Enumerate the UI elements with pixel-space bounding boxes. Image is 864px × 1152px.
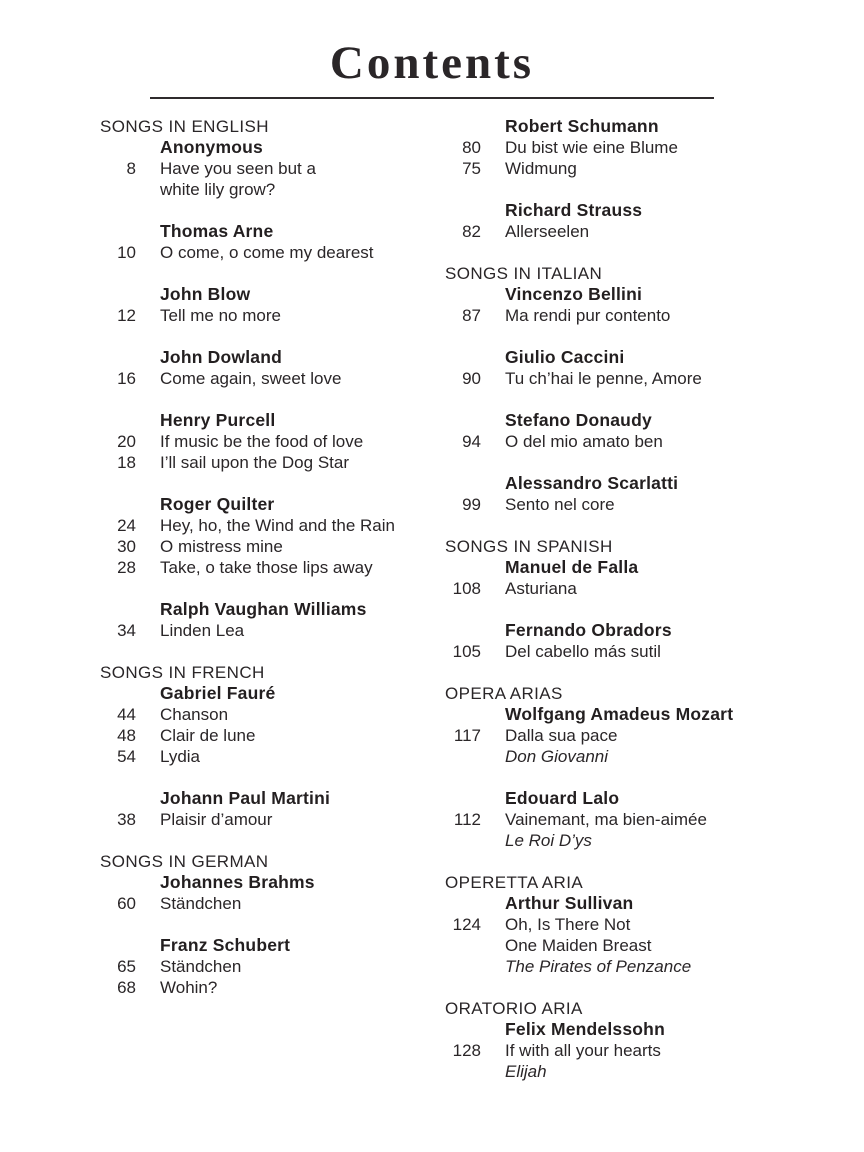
section-heading: SONGS IN FRENCH [100,662,265,682]
page-number: 28 [117,557,136,577]
song-title: white lily grow? [160,179,276,199]
toc-entry [100,977,445,998]
song-title-lines [160,956,241,977]
song-title: Ma rendi pur contento [505,305,671,325]
song-title-lines [160,893,241,914]
toc-entry [100,746,445,767]
composer-group [100,683,445,767]
page-title: Contents [329,37,535,89]
page-number: 24 [117,515,136,535]
song-title: O mistress mine [160,536,283,556]
song-title-lines [505,641,661,662]
song-title: Vainemant, ma bien-aimée [505,809,707,829]
song-title: Chanson [160,704,229,724]
song-title: Linden Lea [160,620,245,640]
page-number: 128 [452,1040,481,1060]
page-number: 94 [462,431,481,451]
song-title-lines [505,809,707,851]
page-number: 60 [117,893,136,913]
composer-group [445,620,790,662]
song-source-work: Don Giovanni [505,746,609,766]
song-title: Sento nel core [505,494,615,514]
toc-entry [100,515,445,536]
composer-name: Giulio Caccini [505,346,625,367]
page-number: 12 [117,305,136,325]
toc-columns [0,116,864,1082]
song-title-lines [160,746,200,767]
song-title-lines [505,305,670,326]
song-title: Asturiana [505,578,577,598]
toc-entry [100,809,445,830]
song-source-work: Le Roi D’ys [505,830,592,850]
song-title-lines [505,914,691,977]
song-title-lines [160,557,373,578]
composer-group [100,599,445,641]
song-title: Ständchen [160,956,242,976]
composer-group [445,116,790,179]
page-number: 20 [117,431,136,451]
song-source-work: Elijah [505,1061,547,1081]
toc-entry [100,620,445,641]
composer-name: Roger Quilter [160,493,275,514]
toc-entry [445,725,790,767]
page-number: 44 [117,704,136,724]
composer-group [445,1019,790,1082]
composer-name: Thomas Arne [160,220,274,241]
section-heading: SONGS IN SPANISH [445,536,613,556]
composer-name: Vincenzo Bellini [505,283,643,304]
song-title-lines [160,158,316,200]
page-number: 18 [117,452,136,472]
song-title-lines [160,536,283,557]
composer-name: Robert Schumann [505,115,659,136]
composer-group [100,284,445,326]
song-title: Tu ch’hai le penne, Amore [505,368,702,388]
composer-group [445,893,790,977]
toc-entry [445,578,790,599]
composer-group [100,935,445,998]
composer-name: Richard Strauss [505,199,643,220]
toc-entry [100,158,445,200]
composer-name: Johann Paul Martini [160,787,331,808]
toc-entry [100,893,445,914]
toc-entry [445,431,790,452]
song-title-lines [160,242,374,263]
composer-name: Ralph Vaughan Williams [160,598,367,619]
song-title: Ständchen [160,893,242,913]
page-number: 10 [117,242,136,262]
toc-entry [100,305,445,326]
song-title: Allerseelen [505,221,590,241]
song-title: Wohin? [160,977,218,997]
toc-entry [445,137,790,158]
song-title: If music be the food of love [160,431,364,451]
toc-column-left [100,116,445,1082]
page-number: 124 [452,914,481,934]
composer-group [445,704,790,767]
composer-group [100,872,445,914]
composer-name: John Dowland [160,346,282,367]
composer-group [100,347,445,389]
composer-group [100,494,445,578]
section-heading: ORATORIO ARIA [445,998,583,1018]
composer-name: Stefano Donaudy [505,409,652,430]
composer-group [445,200,790,242]
section-heading: SONGS IN GERMAN [100,851,269,871]
song-title: Plaisir d’amour [160,809,273,829]
composer-group [100,137,445,200]
song-title: Del cabello más sutil [505,641,661,661]
song-title-lines [160,725,255,746]
page-number: 54 [117,746,136,766]
toc-entry [100,725,445,746]
song-title-lines [505,221,589,242]
toc-entry [445,494,790,515]
song-title-lines [160,977,217,998]
composer-name: Edouard Lalo [505,787,620,808]
section-heading: SONGS IN ITALIAN [445,263,603,283]
song-title: Lydia [160,746,201,766]
composer-name: Alessandro Scarlatti [505,472,679,493]
song-title: Clair de lune [160,725,256,745]
page-number: 38 [117,809,136,829]
page-number: 87 [462,305,481,325]
page-number: 34 [117,620,136,640]
composer-group [445,410,790,452]
song-title: Oh, Is There Not [505,914,631,934]
song-title-lines [160,620,244,641]
page-number: 105 [452,641,481,661]
page-number: 16 [117,368,136,388]
composer-group [445,473,790,515]
page-number: 75 [462,158,481,178]
song-title-lines [160,431,363,452]
page-number: 112 [453,809,481,829]
toc-entry [100,956,445,977]
page-number: 82 [462,221,481,241]
composer-name: Johannes Brahms [160,871,315,892]
song-title-lines [160,809,272,830]
page-number: 8 [126,158,136,178]
song-title-lines [505,431,663,452]
toc-entry [100,242,445,263]
toc-entry [445,305,790,326]
page-number: 99 [462,494,481,514]
toc-entry [445,1040,790,1082]
composer-name: Fernando Obradors [505,619,672,640]
toc-entry [100,368,445,389]
page-header [0,0,864,99]
toc-entry [445,641,790,662]
toc-entry [100,452,445,473]
page-number: 68 [117,977,136,997]
page-number: 30 [117,536,136,556]
composer-name: Henry Purcell [160,409,276,430]
song-title: Come again, sweet love [160,368,342,388]
composer-group [445,347,790,389]
song-title: O del mio amato ben [505,431,663,451]
song-title-lines [505,158,577,179]
title-rule [150,97,714,99]
page-number: 48 [117,725,136,745]
page-number: 65 [117,956,136,976]
toc-entry [445,221,790,242]
song-title-lines [505,578,577,599]
song-source-work: The Pirates of Penzance [505,956,692,976]
composer-name: Anonymous [160,136,263,157]
song-title: Take, o take those lips away [160,557,373,577]
song-title: Widmung [505,158,577,178]
song-title: I’ll sail upon the Dog Star [160,452,349,472]
composer-name: Gabriel Fauré [160,682,276,703]
composer-name: Franz Schubert [160,934,291,955]
composer-group [100,788,445,830]
song-title: One Maiden Breast [505,935,652,955]
song-title-lines [505,494,615,515]
composer-group [100,221,445,263]
composer-group [100,410,445,473]
composer-name: Felix Mendelssohn [505,1018,665,1039]
song-title-lines [160,452,349,473]
toc-entry [445,914,790,977]
section-heading: OPERETTA ARIA [445,872,584,892]
song-title-lines [160,515,395,536]
toc-entry [100,431,445,452]
page-number: 108 [452,578,481,598]
song-title: Tell me no more [160,305,281,325]
song-title-lines [160,704,228,725]
composer-group [445,557,790,599]
song-title: O come, o come my dearest [160,242,374,262]
song-title-lines [505,725,617,767]
song-title-lines [505,368,702,389]
toc-entry [445,368,790,389]
toc-column-right [445,116,790,1082]
page-number: 117 [453,725,481,745]
page-number: 90 [462,368,481,388]
page-number: 80 [462,137,481,157]
song-title: Du bist wie eine Blume [505,137,678,157]
composer-group [445,284,790,326]
song-title: Have you seen but a [160,158,316,178]
composer-name: Manuel de Falla [505,556,639,577]
toc-entry [100,557,445,578]
composer-group [445,788,790,851]
toc-entry [445,809,790,851]
section-heading: OPERA ARIAS [445,683,563,703]
song-title: Dalla sua pace [505,725,618,745]
toc-entry [100,536,445,557]
song-title: Hey, ho, the Wind and the Rain [160,515,395,535]
song-title-lines [160,305,281,326]
composer-name: John Blow [160,283,251,304]
song-title: If with all your hearts [505,1040,661,1060]
section-heading: SONGS IN ENGLISH [100,116,269,136]
toc-entry [445,158,790,179]
toc-entry [100,704,445,725]
song-title-lines [505,137,678,158]
song-title-lines [505,1040,661,1082]
composer-name: Arthur Sullivan [505,892,634,913]
song-title-lines [160,368,341,389]
composer-name: Wolfgang Amadeus Mozart [505,703,734,724]
